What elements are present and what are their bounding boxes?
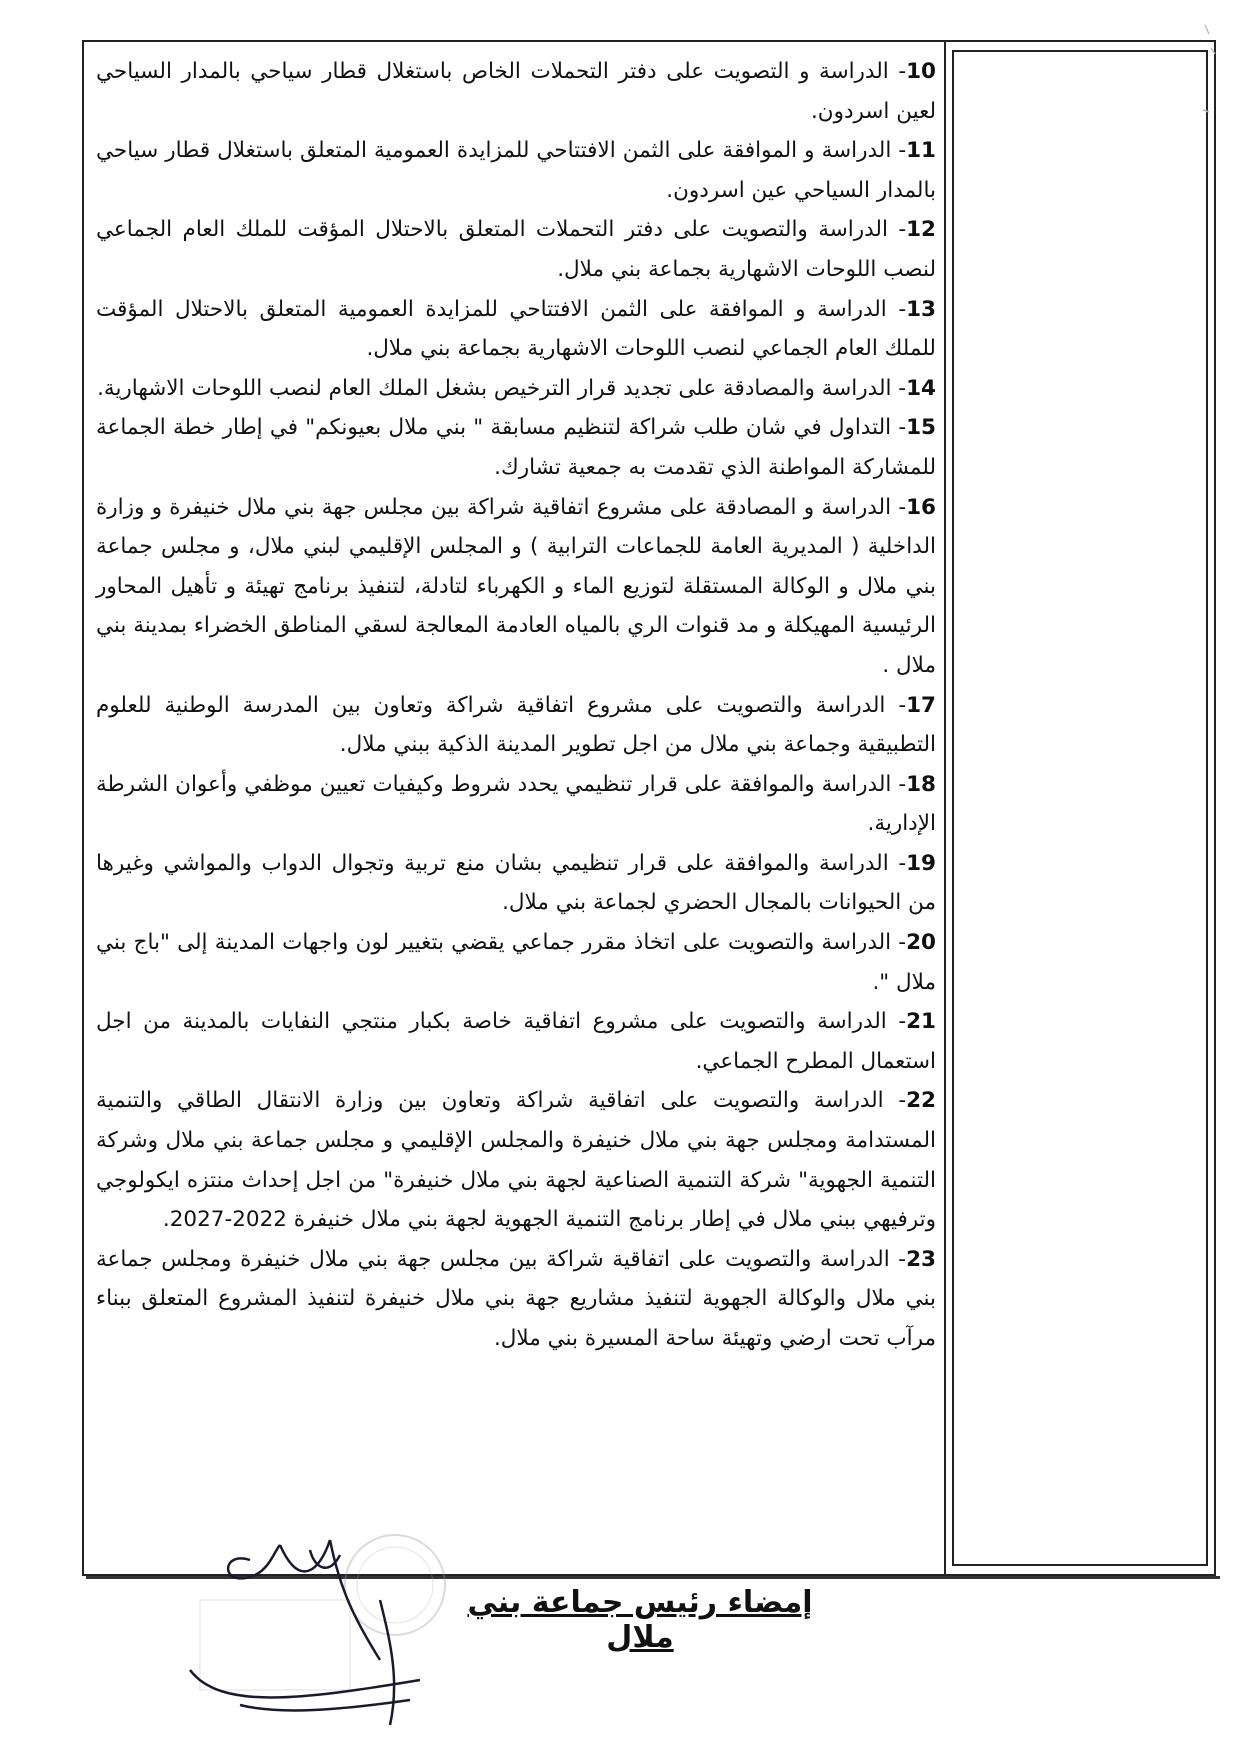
agenda-item bbox=[96, 1002, 936, 1081]
item-text: - الدراسة و التصويت على دفتر التحملات الخاص باستغلال قطار سياحي بالمدار السياحي لعين اسردون. bbox=[96, 59, 936, 124]
agenda-item bbox=[96, 210, 936, 289]
agenda-item bbox=[96, 408, 936, 487]
item-number: 15 bbox=[906, 415, 936, 441]
agenda-item bbox=[96, 369, 936, 409]
agenda-items bbox=[96, 52, 936, 1552]
handwritten-signature bbox=[180, 1530, 440, 1730]
item-number: 16 bbox=[906, 494, 936, 520]
side-column-inner-border bbox=[952, 50, 1208, 1566]
item-text: - الدراسة و المصادقة على مشروع اتفاقية شراكة بين مجلس جهة بني ملال خنيفرة و وزارة الداخلية ( المديرية العامة للجماعات الترابية ) و المجلس الإقليمي لبني ملال، و مجلس جماعة بني ملال و الوكالة المستقلة لتوزيع الماء و الكهرباء لتادلة، لتنفيذ برنامج تهيئة و تأهيل المحاور الرئيسية المهيكلة و مد قنوات الري بالمياه العادمة المعالجة لسقي المناطق الخضراء بمدينة بني ملال . bbox=[96, 494, 936, 678]
agenda-item bbox=[96, 1081, 936, 1239]
item-text: - الدراسة والتصويت على اتفاقية شراكة وتعاون بين وزارة الانتقال الطاقي والتنمية المستدامة ومجلس جهة بني ملال خنيفرة والمجلس الإقليمي و مجلس جماعة بني ملال وشركة التنمية الجهوية" شركة التنمية الصناعية لجهة بني ملال خنيفرة" من اجل إحداث منتزه ايكولوجي وترفيهي ببني ملال في إطار برنامج التنمية الجهوية لجهة بني ملال خنيفرة 2022-2027. bbox=[96, 1088, 936, 1233]
item-number: 13 bbox=[906, 296, 936, 322]
agenda-item bbox=[96, 923, 936, 1002]
item-number: 19 bbox=[906, 850, 936, 876]
item-text: - الدراسة والتصويت على اتخاذ مقرر جماعي يقضي بتغيير لون واجهات المدينة إلى "باج بني ملال ". bbox=[96, 930, 936, 995]
item-number: 20 bbox=[906, 930, 936, 956]
item-text: - الدراسة والموافقة على قرار تنظيمي بشان منع تربية وتجوال الدواب والمواشي وغيرها من الحيوانات بالمجال الحضري لجماعة بني ملال. bbox=[96, 850, 936, 916]
agenda-item bbox=[96, 765, 936, 844]
agenda-item bbox=[96, 686, 936, 765]
item-text: - الدراسة و الموافقة على الثمن الافتتاحي للمزايدة العمومية المتعلق بالاحتلال المؤقت للملك العام الجماعي لنصب اللوحات الاشهارية بجماعة بني ملال. bbox=[96, 296, 936, 362]
item-text: - الدراسة والتصويت على مشروع اتفاقية شراكة وتعاون بين المدرسة الوطنية للعلوم التطبيقية وجماعة بني ملال من اجل تطوير المدينة الذكية ببني ملال. bbox=[96, 692, 936, 758]
item-number: 12 bbox=[906, 217, 936, 243]
item-number: 18 bbox=[906, 771, 936, 797]
item-number: 22 bbox=[906, 1088, 936, 1114]
agenda-item bbox=[96, 488, 936, 686]
item-number: 23 bbox=[906, 1246, 936, 1272]
item-number: 10 bbox=[906, 59, 936, 84]
item-number: 14 bbox=[906, 375, 936, 401]
item-text: - الدراسة والمصادقة على تجديد قرار الترخيص بشغل الملك العام لنصب اللوحات الاشهارية. bbox=[97, 375, 907, 401]
item-number: 11 bbox=[906, 138, 936, 164]
item-text: - الدراسة و الموافقة على الثمن الافتتاحي للمزايدة العمومية المتعلق باستغلال قطار سياحي بالمدار السياحي عين اسردون. bbox=[96, 138, 936, 203]
agenda-item bbox=[96, 131, 936, 210]
agenda-item bbox=[96, 1240, 936, 1359]
agenda-item bbox=[96, 52, 936, 131]
item-number: 17 bbox=[906, 692, 936, 718]
scan-edge-marks bbox=[1195, 20, 1225, 140]
signature-title: إمضاء رئيس جماعة بني ملال bbox=[467, 1585, 813, 1655]
item-text: - الدراسة والتصويت على دفتر التحملات المتعلق بالاحتلال المؤقت للملك العام الجماعي لنصب اللوحات الاشهارية بجماعة بني ملال. bbox=[96, 217, 936, 282]
item-text: - الدراسة والموافقة على قرار تنظيمي يحدد شروط وكيفيات تعيين موظفي وأعوان الشرطة الإدارية. bbox=[96, 771, 936, 837]
agenda-item bbox=[96, 844, 936, 923]
item-text: - التداول في شان طلب شراكة لتنظيم مسابقة " بني ملال بعيونكم" في إطار خطة الجماعة للمشاركة المواطنة الذي تقدمت به جمعية تشارك. bbox=[96, 415, 936, 480]
agenda-item bbox=[96, 290, 936, 369]
item-number: 21 bbox=[906, 1009, 936, 1035]
item-text: - الدراسة والتصويت على اتفاقية شراكة بين مجلس جهة بني ملال خنيفرة ومجلس جماعة بني ملال والوكالة الجهوية لتنفيذ مشاريع جهة بني ملال خنيفرة لتنفيذ المشروع المتعلق ببناء مرآب تحت ارضي وتهيئة ساحة المسيرة بني ملال. bbox=[96, 1246, 936, 1351]
item-text: - الدراسة والتصويت على مشروع اتفاقية خاصة بكبار منتجي النفايات بالمدينة من اجل استعمال المطرح الجماعي. bbox=[96, 1009, 936, 1074]
